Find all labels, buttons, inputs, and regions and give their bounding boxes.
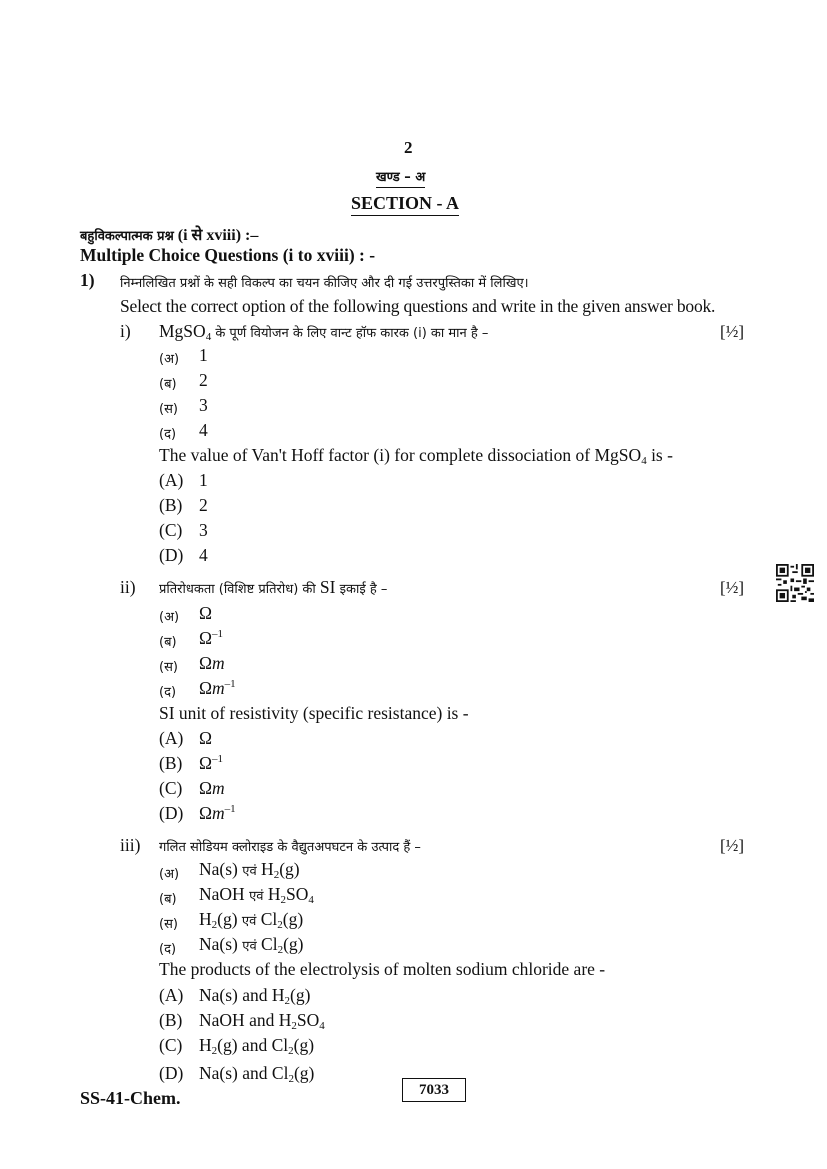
subquestion-hindi: प्रतिरोधकता (विशिष्ट प्रतिरोध) की SI इकाई है –: [159, 577, 388, 597]
option-label: (B): [159, 495, 183, 515]
option-text: Na(s) and $H_2(g)$: [199, 985, 311, 1007]
option-label: (D): [159, 803, 184, 823]
footer-code: SS-41-Chem.: [80, 1088, 181, 1108]
option-label: (द): [159, 685, 177, 700]
page-code-box: 7033: [402, 1078, 466, 1102]
option-label: (स): [159, 917, 178, 932]
option-label: (ब): [159, 377, 177, 392]
option-text: NaOH and $H_2SO_4$: [199, 1010, 325, 1032]
qr-code: [776, 563, 814, 603]
marks: [½]: [720, 322, 745, 341]
option-text: $\Omega^{-1}$: [199, 753, 224, 773]
option-label: (द): [159, 942, 177, 957]
option-label: (द): [159, 427, 177, 442]
subquestion-label: ii): [120, 577, 136, 597]
option-text: 4: [199, 545, 208, 565]
option-text: Ωm: [199, 778, 225, 798]
section-title-english: SECTION - A: [351, 193, 459, 214]
option-text: $\Omega m^{-1}$: [199, 678, 236, 698]
instruction-english: Select the correct option of the following questions and write in the given answer book.: [120, 296, 716, 316]
option-label: (C): [159, 778, 183, 798]
subquestion-hindi: MgSO$_4$ के पूर्ण वियोजन के लिए वान्ट हॉफ कारक (i) का मान है –: [159, 321, 489, 343]
option-text: 4: [199, 420, 208, 440]
option-label: (ब): [159, 635, 177, 650]
subquestion-english: SI unit of resistivity (specific resistance) is -: [159, 703, 469, 723]
option-label: (B): [159, 753, 183, 773]
option-label: (A): [159, 985, 184, 1005]
option-text: Ωm: [199, 653, 225, 673]
option-label: (C): [159, 1035, 183, 1055]
subquestion-label: iii): [120, 835, 141, 855]
option-text: 2: [199, 370, 208, 390]
option-text: $H_2(g)$ and $Cl_2(g)$: [199, 1035, 315, 1057]
page-number: 2: [404, 138, 413, 157]
option-label: (A): [159, 728, 184, 748]
option-label: (D): [159, 545, 184, 565]
section-title-hindi: खण्ड – अ: [376, 167, 425, 185]
option-text: Na(s) एवं $H_2(g)$: [199, 859, 300, 881]
option-label: (B): [159, 1010, 183, 1030]
question-number: 1): [80, 270, 95, 290]
option-label: (अ): [159, 610, 180, 625]
option-label: (A): [159, 470, 184, 490]
subquestion-label: i): [120, 321, 131, 341]
option-label: (अ): [159, 352, 180, 367]
option-text: 3: [199, 520, 208, 540]
option-text: Ω: [199, 728, 213, 748]
option-text: 1: [199, 470, 208, 490]
subquestion-english: The products of the electrolysis of molten sodium chloride are -: [159, 959, 606, 979]
option-text: 3: [199, 395, 208, 415]
marks: [½]: [720, 836, 745, 855]
option-text: Na(s) and $Cl_2(g)$: [199, 1063, 315, 1085]
option-text: $\Omega m^{-1}$: [199, 803, 236, 823]
subquestion-english: The value of Van't Hoff factor (i) for complete dissociation of MgSO$_4$ is -: [159, 445, 673, 467]
option-text: 2: [199, 495, 208, 515]
subquestion-hindi: गलित सोडियम क्लोराइड के वैद्युतअपघटन के उत्पाद हैं –: [159, 840, 421, 855]
option-label: (अ): [159, 867, 180, 882]
mcq-heading-english: Multiple Choice Questions (i to xviii) : -: [80, 245, 376, 265]
instruction-hindi: निम्नलिखित प्रश्नों के सही विकल्प का चयन कीजिए और दी गई उत्तरपुस्तिका में लिखिए।: [120, 276, 529, 291]
option-text: Ω: [199, 603, 213, 623]
mcq-heading-hindi: बहुविकल्पात्मक प्रश्न (i से xviii) :–: [80, 227, 259, 244]
marks: [½]: [720, 578, 745, 597]
option-label: (C): [159, 520, 183, 540]
option-text: $H_2(g)$ एवं $Cl_2(g)$: [199, 909, 304, 931]
option-label: (D): [159, 1063, 184, 1083]
option-text: NaOH एवं $H_2SO_4$: [199, 884, 314, 906]
option-text: $\Omega^{-1}$: [199, 628, 224, 648]
option-label: (ब): [159, 892, 177, 907]
option-text: Na(s) एवं $Cl_2(g)$: [199, 934, 304, 956]
option-label: (स): [159, 402, 178, 417]
option-text: 1: [199, 345, 208, 365]
option-label: (स): [159, 660, 178, 675]
